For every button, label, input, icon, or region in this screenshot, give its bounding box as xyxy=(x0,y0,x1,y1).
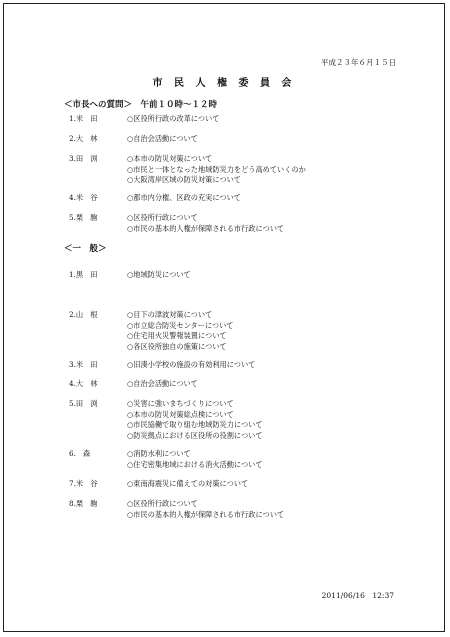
document-date: 平成２３年６月１５日 xyxy=(321,58,396,67)
question-topic: ○本市の防災対策総点検について xyxy=(127,409,234,419)
question-topic: ○災害に強いまちづくりについて xyxy=(127,399,234,408)
question-number: 4.大 林 xyxy=(69,379,98,388)
question-number: 4.米 谷 xyxy=(69,193,98,202)
question-topic: ○旧湊小学校の施設の有効利用について xyxy=(127,360,256,369)
document-page xyxy=(3,3,445,632)
question-number: 3.田 渕 xyxy=(69,154,98,163)
question-number: 3.米 田 xyxy=(69,360,98,369)
question-topic: ○自治会活動について xyxy=(127,379,198,388)
question-number: 7.米 谷 xyxy=(69,479,98,488)
question-topic: ○住宅用火災警報装置について xyxy=(127,331,227,341)
question-topic: ○大阪湾岸区域の防災対策について xyxy=(127,175,241,185)
question-topic: ○区役所行政の改革について xyxy=(127,114,220,123)
question-topic: ○目下の津波対策について xyxy=(127,310,213,319)
question-topic: ○市民と一体となった地域防災力をどう高めていくのか xyxy=(127,164,306,174)
question-topic: ○都市内分権、区政の充実について xyxy=(127,193,241,202)
question-number: 1.米 田 xyxy=(69,114,98,123)
question-topic: ○住宅密集地域における消火活動について xyxy=(127,459,263,469)
question-number: 2.山 根 xyxy=(69,310,98,319)
question-topic: ○区役所行政について xyxy=(127,499,198,508)
document-title: 市 民 人 権 委 員 会 xyxy=(152,78,296,89)
question-topic: ○市立総合防災センターについて xyxy=(127,320,234,330)
question-topic: ○市民の基本的人権が保障される市行政について xyxy=(127,509,285,519)
question-number: 5.栗 駒 xyxy=(69,213,98,222)
question-number: 1.黒 田 xyxy=(69,270,98,279)
question-number: 5.田 渕 xyxy=(69,399,98,408)
question-topic: ○防災拠点における区役所の役割について xyxy=(127,430,263,440)
section-heading-general: ＜一 般＞ xyxy=(64,244,107,254)
question-topic: ○消防水利について xyxy=(127,449,191,458)
question-number: 2.大 林 xyxy=(69,134,98,143)
print-timestamp: 2011/06/16 12:37 xyxy=(321,591,394,600)
question-topic: ○地域防災について xyxy=(127,270,191,279)
question-topic: ○区役所行政について xyxy=(127,213,198,222)
section-heading-mayor: ＜市長への質問＞ 午前１０時～１２時 xyxy=(64,100,218,110)
question-topic: ○市民協働で取り組む地域防災力について xyxy=(127,420,263,430)
question-number: 8.栗 駒 xyxy=(69,499,98,508)
question-topic: ○自治会活動について xyxy=(127,134,198,143)
question-topic: ○東南海震災に備えての対策について xyxy=(127,479,249,488)
question-topic: ○本市の防災対策について xyxy=(127,154,213,163)
question-topic: ○市民の基本的人権が保障される市行政について xyxy=(127,223,285,233)
question-topic: ○各区役所独自の施策について xyxy=(127,341,227,351)
question-number: 6. 森 xyxy=(69,449,91,458)
